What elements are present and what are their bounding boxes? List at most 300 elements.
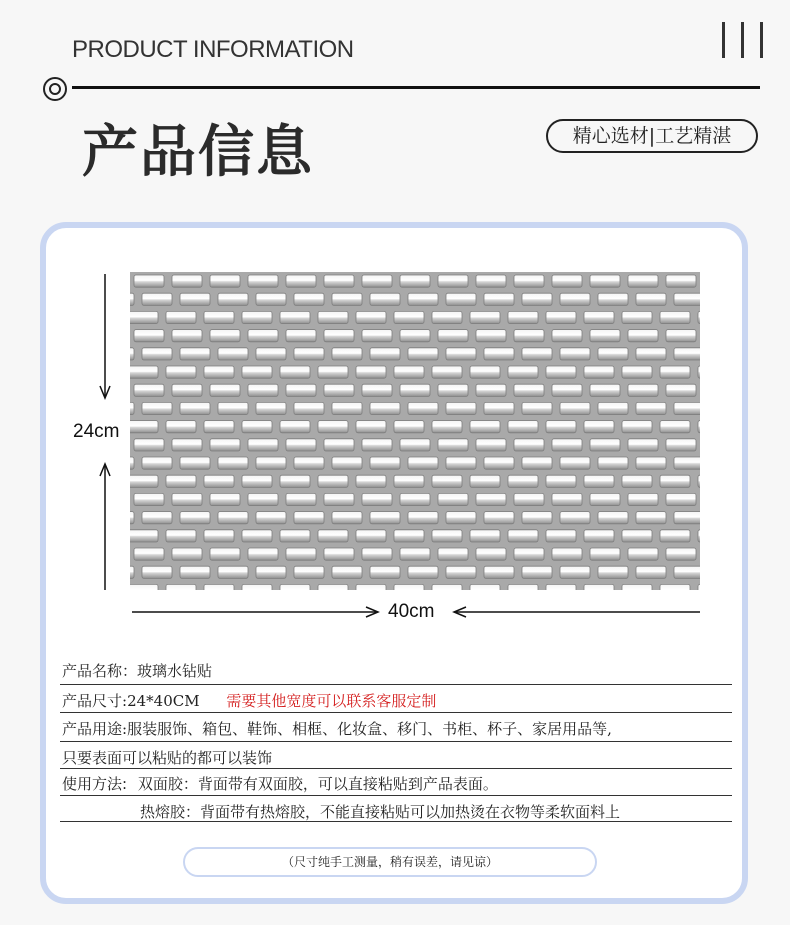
rhinestone <box>508 530 538 542</box>
rhinestone <box>242 584 272 590</box>
rhinestone <box>432 421 462 433</box>
rhinestone <box>432 584 462 590</box>
rhinestone <box>446 348 476 360</box>
divider <box>60 684 732 685</box>
rhinestone <box>552 330 582 342</box>
rhinestone <box>324 384 354 396</box>
rhinestone <box>318 584 348 590</box>
rhinestone <box>584 366 614 378</box>
product-image <box>130 272 700 590</box>
rhinestone <box>210 439 240 451</box>
rhinestone <box>256 457 286 469</box>
rhinestone <box>218 512 248 524</box>
rhinestone <box>400 548 430 560</box>
rhinestone <box>204 584 234 590</box>
rhinestone <box>598 402 628 414</box>
rhinestone <box>560 457 590 469</box>
rhinestone <box>476 548 506 560</box>
page-title: 产品信息 <box>82 120 314 185</box>
rhinestone <box>394 366 424 378</box>
rhinestone <box>400 330 430 342</box>
rhinestone <box>660 311 690 323</box>
rhinestone <box>294 293 324 305</box>
rhinestone <box>590 548 620 560</box>
rhinestone <box>484 402 514 414</box>
rhinestone <box>134 439 164 451</box>
rhinestone <box>560 402 590 414</box>
rhinestone <box>166 530 196 542</box>
rhinestone <box>332 402 362 414</box>
height-label: 24cm <box>73 421 120 442</box>
rhinestone <box>324 330 354 342</box>
rhinestone <box>438 548 468 560</box>
rhinestone <box>242 311 272 323</box>
rhinestone <box>400 439 430 451</box>
rhinestone <box>218 348 248 360</box>
rhinestone <box>318 475 348 487</box>
rhinestone <box>408 512 438 524</box>
rhinestone <box>674 293 700 305</box>
divider <box>60 821 732 822</box>
rhinestone <box>590 330 620 342</box>
rhinestone <box>438 330 468 342</box>
rhinestone <box>286 330 316 342</box>
rhinestone <box>294 348 324 360</box>
rhinestone <box>408 566 438 578</box>
rhinestone <box>332 457 362 469</box>
rhinestone <box>522 293 552 305</box>
rhinestone <box>446 457 476 469</box>
rhinestone <box>356 366 386 378</box>
rhinestone <box>546 584 576 590</box>
rhinestone <box>180 293 210 305</box>
rhinestone <box>130 475 158 487</box>
rhinestone <box>362 275 392 287</box>
rhinestone <box>218 566 248 578</box>
rhinestone <box>256 348 286 360</box>
rhinestone <box>142 457 172 469</box>
product-size-label: 产品尺寸: <box>62 692 128 710</box>
rhinestone <box>666 493 696 505</box>
rhinestone <box>210 384 240 396</box>
rhinestone <box>698 530 700 542</box>
rhinestone <box>130 530 158 542</box>
rhinestone <box>590 493 620 505</box>
rhinestone <box>130 348 134 360</box>
rhinestone <box>204 421 234 433</box>
rhinestone <box>332 512 362 524</box>
rhinestone <box>286 439 316 451</box>
rhinestone <box>636 348 666 360</box>
rhinestone <box>522 457 552 469</box>
rhinestone <box>280 366 310 378</box>
rhinestone <box>546 366 576 378</box>
rhinestone <box>280 421 310 433</box>
rhinestone <box>552 275 582 287</box>
rhinestone <box>204 366 234 378</box>
rhinestone <box>522 566 552 578</box>
rhinestone <box>660 530 690 542</box>
rhinestone <box>294 402 324 414</box>
rhinestone <box>622 475 652 487</box>
rhinestone <box>172 384 202 396</box>
rhinestone <box>134 330 164 342</box>
rhinestone <box>470 530 500 542</box>
rhinestone <box>172 548 202 560</box>
rhinestone <box>242 421 272 433</box>
rhinestone <box>362 384 392 396</box>
rhinestone <box>324 439 354 451</box>
rhinestone <box>180 402 210 414</box>
rhinestone <box>172 275 202 287</box>
rhinestone <box>256 512 286 524</box>
rhinestone <box>590 275 620 287</box>
rhinestone <box>546 421 576 433</box>
rhinestone <box>356 475 386 487</box>
rhinestone <box>432 366 462 378</box>
rhinestone <box>484 566 514 578</box>
rhinestone <box>674 566 700 578</box>
product-usage-label: 产品用途: <box>62 720 128 738</box>
rhinestone <box>142 293 172 305</box>
rhinestone <box>622 530 652 542</box>
rhinestone <box>166 421 196 433</box>
rhinestone <box>560 293 590 305</box>
arrow-right-icon <box>132 607 378 617</box>
usage-method-hotmelt-row <box>140 801 620 822</box>
rhinestone <box>134 548 164 560</box>
rhinestone <box>172 330 202 342</box>
divider <box>60 795 732 796</box>
rhinestone <box>400 493 430 505</box>
rhinestone <box>674 457 700 469</box>
rhinestone <box>204 530 234 542</box>
rhinestone <box>166 366 196 378</box>
rhinestone <box>408 402 438 414</box>
rhinestone <box>324 548 354 560</box>
rhinestone <box>470 421 500 433</box>
rhinestone <box>470 366 500 378</box>
rhinestone <box>560 566 590 578</box>
rhinestone <box>598 348 628 360</box>
rhinestone <box>210 275 240 287</box>
rhinestone <box>590 384 620 396</box>
rhinestone <box>598 293 628 305</box>
rhinestone <box>508 584 538 590</box>
rhinestone <box>628 493 658 505</box>
rhinestone <box>370 293 400 305</box>
rhinestone <box>294 566 324 578</box>
product-usage-row <box>62 718 612 739</box>
rhinestone <box>318 421 348 433</box>
rhinestone <box>130 311 158 323</box>
rhinestone <box>438 275 468 287</box>
rhinestone <box>446 512 476 524</box>
rhinestone <box>636 293 666 305</box>
rhinestone <box>130 421 158 433</box>
rhinestone <box>370 457 400 469</box>
rhinestone <box>394 421 424 433</box>
rhinestone <box>134 275 164 287</box>
rhinestone <box>180 348 210 360</box>
rhinestone <box>248 548 278 560</box>
rhinestone <box>674 348 700 360</box>
rhinestone <box>248 330 278 342</box>
rhinestone <box>584 421 614 433</box>
divider <box>60 712 732 713</box>
rhinestone <box>598 566 628 578</box>
rhinestone <box>698 584 700 590</box>
product-size-row <box>62 690 436 711</box>
vertical-bars-icon <box>722 22 766 58</box>
rhinestone <box>666 384 696 396</box>
rhinestone <box>674 402 700 414</box>
rhinestone <box>622 311 652 323</box>
rhinestone <box>166 311 196 323</box>
rhinestone <box>210 548 240 560</box>
rhinestone <box>142 566 172 578</box>
rhinestone <box>514 330 544 342</box>
measurement-note: （尺寸纯手工测量，稍有误差，请见谅） <box>183 847 597 877</box>
rhinestone <box>166 584 196 590</box>
rhinestone <box>636 402 666 414</box>
product-name-label: 产品名称： <box>62 662 138 680</box>
rhinestone <box>666 439 696 451</box>
rhinestone <box>628 330 658 342</box>
rhinestone <box>508 421 538 433</box>
rhinestone <box>356 584 386 590</box>
rhinestone <box>248 493 278 505</box>
rhinestone <box>332 348 362 360</box>
rhinestone <box>362 493 392 505</box>
rhinestone <box>546 311 576 323</box>
rhinestone <box>552 384 582 396</box>
arrow-left-icon <box>454 607 700 617</box>
rhinestone <box>666 548 696 560</box>
rhinestone <box>560 348 590 360</box>
rhinestone <box>408 293 438 305</box>
rhinestone <box>256 566 286 578</box>
rhinestone <box>476 439 506 451</box>
rhinestone <box>522 402 552 414</box>
rhinestone <box>476 493 506 505</box>
rhinestone <box>180 512 210 524</box>
rhinestone <box>476 384 506 396</box>
rhinestone <box>130 512 134 524</box>
rhinestone <box>210 493 240 505</box>
product-usage-cont-row <box>62 747 272 768</box>
rhinestone <box>394 584 424 590</box>
rhinestone <box>324 275 354 287</box>
rhinestone <box>622 366 652 378</box>
rhinestone <box>356 530 386 542</box>
rhinestone <box>318 366 348 378</box>
rhinestone <box>628 439 658 451</box>
divider <box>60 741 732 742</box>
rhinestone <box>248 275 278 287</box>
rhinestone <box>280 530 310 542</box>
rhinestone <box>218 293 248 305</box>
rhinestone <box>660 584 690 590</box>
rhinestone <box>660 475 690 487</box>
usage-method-hotmelt: 热熔胶：背面带有热熔胶，不能直接粘贴可以加热烫在衣物等柔软面料上 <box>140 803 621 821</box>
rhinestone <box>130 402 134 414</box>
rhinestone <box>286 275 316 287</box>
rhinestone <box>218 457 248 469</box>
rhinestone <box>584 584 614 590</box>
rhinestone <box>514 439 544 451</box>
rhinestone <box>180 566 210 578</box>
arrow-up-icon <box>100 464 110 590</box>
rhinestone <box>130 566 134 578</box>
rhinestone <box>628 548 658 560</box>
rhinestone <box>446 402 476 414</box>
rhinestone <box>446 293 476 305</box>
rhinestone <box>514 384 544 396</box>
rhinestone <box>370 512 400 524</box>
rhinestone <box>356 311 386 323</box>
rhinestone <box>256 293 286 305</box>
rhinestone <box>432 475 462 487</box>
rhinestone <box>584 311 614 323</box>
rhinestone <box>546 475 576 487</box>
rhinestone <box>546 530 576 542</box>
rhinestone <box>218 402 248 414</box>
rhinestone <box>484 512 514 524</box>
rhinestone <box>432 530 462 542</box>
rhinestone <box>242 475 272 487</box>
rhinestone <box>514 275 544 287</box>
rhinestone <box>522 348 552 360</box>
rhinestone <box>142 512 172 524</box>
product-usage-continuation: 只要表面可以粘贴的都可以装饰 <box>62 749 273 767</box>
rhinestone <box>636 457 666 469</box>
rhinestone <box>552 493 582 505</box>
rhinestone <box>134 384 164 396</box>
rhinestone <box>476 275 506 287</box>
rhinestone <box>674 512 700 524</box>
rhinestone <box>180 457 210 469</box>
rhinestone <box>698 311 700 323</box>
rhinestone <box>370 348 400 360</box>
rhinestone <box>438 493 468 505</box>
rhinestone <box>698 366 700 378</box>
rhinestone <box>408 457 438 469</box>
product-name-row <box>62 660 212 681</box>
rhinestone <box>622 584 652 590</box>
rhinestone <box>242 366 272 378</box>
rhinestone <box>248 439 278 451</box>
rhinestone <box>172 439 202 451</box>
rhinestone <box>560 512 590 524</box>
rhinestone <box>130 366 158 378</box>
usage-method-double-sided: 双面胶：背面带有双面胶，可以直接粘贴到产品表面。 <box>137 775 498 793</box>
rhinestone <box>660 421 690 433</box>
rhinestone <box>356 421 386 433</box>
header-divider <box>72 86 760 89</box>
rhinestone <box>484 348 514 360</box>
product-usage-value: 服装服饰、箱包、鞋饰、相框、化妆盒、移门、书柜、杯子、家居用品等, <box>127 720 612 738</box>
rhinestone <box>286 384 316 396</box>
rhinestone <box>142 348 172 360</box>
rhinestone <box>394 530 424 542</box>
rhinestone <box>210 330 240 342</box>
divider <box>60 768 732 769</box>
rhinestone <box>332 566 362 578</box>
rhinestone <box>370 566 400 578</box>
rhinestone <box>514 548 544 560</box>
rhinestone <box>698 475 700 487</box>
usage-method-label: 使用方法: <box>62 775 128 793</box>
rhinestone <box>432 311 462 323</box>
rhinestone <box>408 348 438 360</box>
rhinestone <box>370 402 400 414</box>
rhinestone <box>130 293 134 305</box>
rhinestone <box>470 311 500 323</box>
rhinestone <box>248 384 278 396</box>
rhinestone <box>636 512 666 524</box>
rhinestone <box>628 275 658 287</box>
rhinestone <box>438 439 468 451</box>
rhinestone <box>280 311 310 323</box>
rhinestone <box>508 366 538 378</box>
rhinestone <box>514 493 544 505</box>
rhinestone <box>660 366 690 378</box>
rhinestone <box>280 475 310 487</box>
rhinestone <box>166 475 196 487</box>
rhinestone <box>484 457 514 469</box>
rhinestone <box>400 275 430 287</box>
rhinestone <box>438 384 468 396</box>
rhinestone <box>204 311 234 323</box>
arrow-down-icon <box>100 274 110 398</box>
rhinestone <box>470 584 500 590</box>
rhinestone <box>172 493 202 505</box>
product-name-value: 玻璃水钻贴 <box>137 662 213 680</box>
rhinestone <box>362 548 392 560</box>
rhinestone <box>362 439 392 451</box>
rhinestone <box>362 330 392 342</box>
product-size-value: 24*40CM <box>127 692 200 710</box>
rhinestone <box>598 457 628 469</box>
slogan-badge: 精心选材|工艺精湛 <box>546 119 758 153</box>
rhinestone <box>286 548 316 560</box>
rhinestone <box>142 402 172 414</box>
rhinestone <box>324 493 354 505</box>
rhinestone <box>280 584 310 590</box>
rhinestone <box>622 421 652 433</box>
rhinestone <box>242 530 272 542</box>
rhinestone <box>394 311 424 323</box>
rhinestone <box>286 493 316 505</box>
rhinestone <box>294 457 324 469</box>
rhinestone <box>318 311 348 323</box>
rhinestone <box>332 293 362 305</box>
rhinestone <box>318 530 348 542</box>
rhinestone <box>522 512 552 524</box>
ring-icon <box>42 76 68 102</box>
rhinestone <box>470 475 500 487</box>
rhinestone <box>446 566 476 578</box>
rhinestone <box>204 475 234 487</box>
rhinestone <box>130 584 158 590</box>
rhinestone <box>130 457 134 469</box>
rhinestone <box>476 330 506 342</box>
rhinestone <box>256 402 286 414</box>
rhinestone <box>598 512 628 524</box>
rhinestone <box>666 330 696 342</box>
english-title: PRODUCT INFORMATION <box>72 36 354 63</box>
